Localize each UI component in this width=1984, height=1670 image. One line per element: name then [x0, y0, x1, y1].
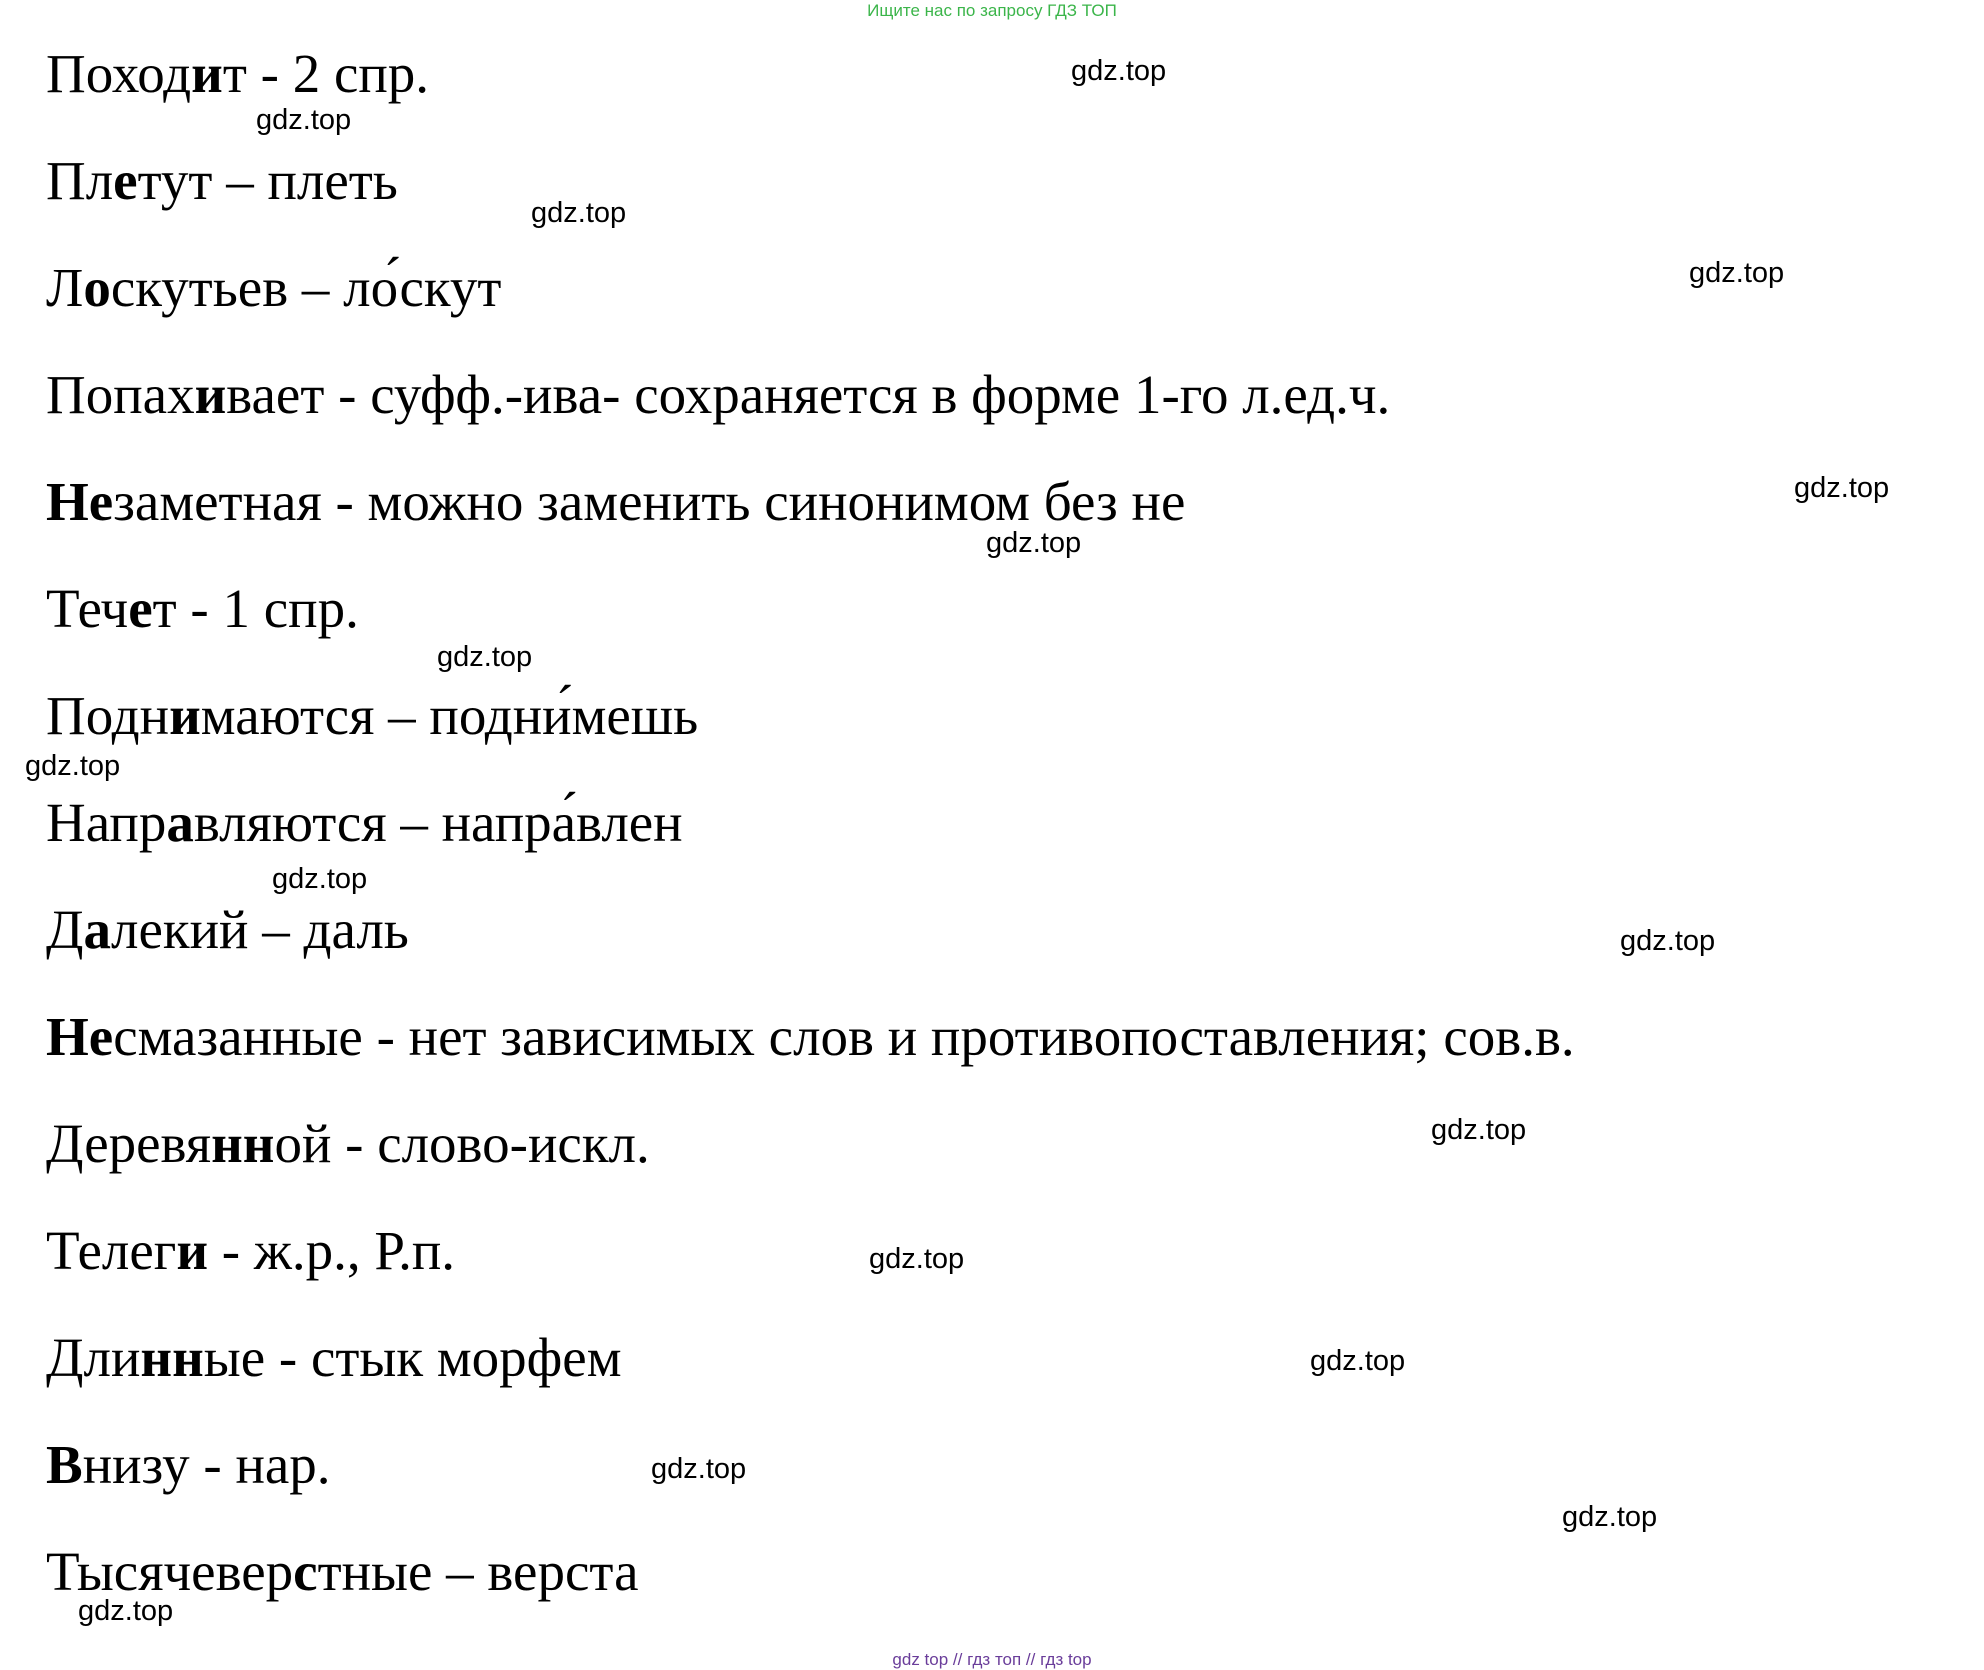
- line-text: ые - стык морфем: [203, 1327, 622, 1388]
- line-text: Напр: [46, 792, 167, 853]
- line-text: Пл: [46, 150, 114, 211]
- line-text: тут – плеть: [137, 150, 398, 211]
- line-text: Л: [46, 257, 84, 318]
- line-text: Дли: [46, 1327, 141, 1388]
- answer-line: [46, 892, 1575, 999]
- line-text: лекий – даль: [111, 899, 409, 960]
- footer-watermark: gdz top // гдз топ // гдз top: [892, 1650, 1092, 1669]
- highlighted-letters: и: [194, 364, 227, 425]
- watermark: gdz.top: [1689, 257, 1785, 289]
- line-text: маются – подни́мешь: [200, 685, 699, 746]
- answer-line: [46, 999, 1575, 1106]
- highlighted-letters: е: [128, 578, 153, 639]
- highlighted-letters: В: [46, 1434, 83, 1495]
- line-text: вает - суфф.-ива- сохраняется в форме 1-го л.ед.ч.: [226, 364, 1391, 425]
- highlighted-letters: Не: [46, 471, 114, 532]
- watermark: gdz.top: [1071, 55, 1167, 87]
- answer-line: [46, 1213, 1575, 1320]
- answer-line: [46, 678, 1575, 785]
- line-text: Попах: [46, 364, 195, 425]
- watermark: gdz.top: [78, 1595, 174, 1627]
- answer-line: [46, 464, 1575, 571]
- watermark: gdz.top: [1431, 1114, 1527, 1146]
- line-text: Деревя: [46, 1113, 212, 1174]
- highlighted-letters: и: [176, 1220, 209, 1281]
- line-text: Д: [46, 899, 84, 960]
- answer-line: [46, 1106, 1575, 1213]
- answer-line: [46, 143, 1575, 250]
- answer-line: [46, 250, 1575, 357]
- answer-line: [46, 357, 1575, 464]
- watermark: gdz.top: [986, 527, 1082, 559]
- watermark: gdz.top: [869, 1243, 965, 1275]
- watermark: gdz.top: [1620, 925, 1716, 957]
- line-text: низу - нар.: [82, 1434, 331, 1495]
- line-text: Телег: [46, 1220, 177, 1281]
- answer-line: [46, 571, 1575, 678]
- watermark: gdz.top: [1794, 472, 1890, 504]
- highlighted-letters: Не: [46, 1006, 114, 1067]
- watermark: gdz.top: [272, 863, 368, 895]
- watermark: gdz.top: [1562, 1501, 1658, 1533]
- highlighted-letters: нн: [140, 1327, 204, 1388]
- line-text: Тысячевер: [46, 1541, 294, 1602]
- line-text: ой - слово-искл.: [274, 1113, 650, 1174]
- highlighted-letters: о: [83, 257, 111, 318]
- highlighted-letters: и: [169, 685, 201, 746]
- highlighted-letters: а: [166, 792, 194, 853]
- watermark: gdz.top: [531, 197, 627, 229]
- watermark: gdz.top: [651, 1453, 747, 1485]
- highlighted-letters: а: [83, 899, 112, 960]
- line-text: заметная - можно заменить синонимом без не: [113, 471, 1186, 532]
- line-text: скутьев – ло́скут: [110, 257, 502, 318]
- line-text: Теч: [46, 578, 129, 639]
- line-text: т - 1 спр.: [152, 578, 359, 639]
- watermark: gdz.top: [437, 641, 533, 673]
- line-text: т - 2 спр.: [222, 43, 430, 104]
- line-text: вляются – напра́влен: [193, 792, 683, 853]
- highlighted-letters: с: [293, 1541, 318, 1602]
- highlighted-letters: нн: [211, 1113, 275, 1174]
- answer-line: [46, 1427, 1575, 1534]
- watermark: gdz.top: [256, 104, 352, 136]
- line-text: - ж.р., Р.п.: [208, 1220, 456, 1281]
- line-text: тные – верста: [317, 1541, 639, 1602]
- highlighted-letters: и: [191, 43, 223, 104]
- answer-list: [46, 36, 1575, 1641]
- line-text: Поход: [46, 43, 192, 104]
- line-text: смазанные - нет зависимых слов и противопоставления; сов.в.: [113, 1006, 1575, 1067]
- answer-line: [46, 1534, 1575, 1641]
- watermark: gdz.top: [25, 750, 121, 782]
- watermark: gdz.top: [1310, 1345, 1406, 1377]
- header-search-hint: Ищите нас по запросу ГДЗ ТОП: [867, 1, 1117, 20]
- line-text: Подн: [46, 685, 170, 746]
- highlighted-letters: е: [113, 150, 138, 211]
